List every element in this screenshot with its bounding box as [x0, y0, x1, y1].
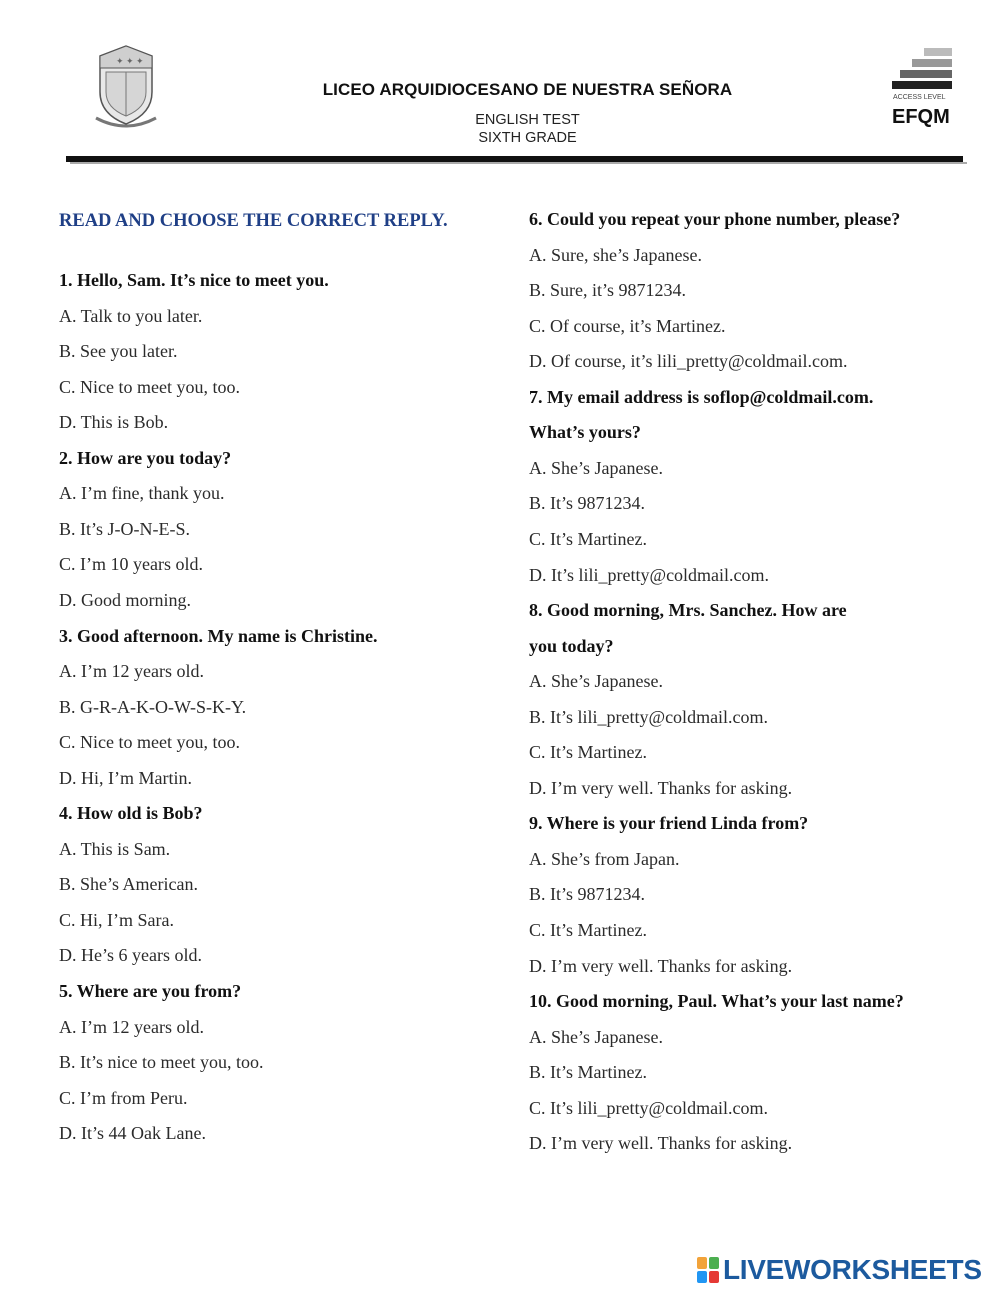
question-text: you today? [529, 635, 614, 656]
question-text: 1. Hello, Sam. It’s nice to meet you. [59, 270, 329, 290]
school-name: LICEO ARQUIDIOCESANO DE NUESTRA SEÑORA [322, 80, 733, 99]
question-text: 4. How old is Bob? [59, 803, 203, 824]
answer-option: A. I’m 12 years old. [59, 661, 204, 682]
answer-option: D. Hi, I’m Martin. [59, 767, 192, 788]
svg-text:✦: ✦ [126, 56, 134, 66]
answer-option: C. Nice to meet you, too. [59, 376, 240, 397]
answer-option: A. She’s Japanese. [529, 1026, 663, 1047]
answer-option: D. Of course, it’s lili_pretty@coldmail.com. [529, 351, 848, 372]
answer-option: D. It’s 44 Oak Lane. [59, 1123, 206, 1144]
answer-option: B. See you later. [59, 341, 178, 362]
test-name: ENGLISH TEST [475, 112, 580, 128]
grade-label: SIXTH GRADE [478, 130, 577, 146]
question-text: 3. Good afternoon. My name is Christine. [59, 625, 378, 646]
question-text: 8. Good morning, Mrs. Sanchez. How are [529, 600, 847, 621]
liveworksheets-logo-icon [697, 1257, 719, 1283]
liveworksheets-footer [697, 1254, 982, 1286]
question-text: 6. Could you repeat your phone number, please? [529, 209, 901, 229]
instruction-heading: READ AND CHOOSE THE CORRECT REPLY. [59, 211, 448, 231]
question-text: 9. Where is your friend Linda from? [529, 813, 809, 834]
answer-option: B. It’s J-O-N-E-S. [59, 518, 190, 539]
answer-option: C. It’s Martinez. [529, 920, 647, 940]
efqm-logo-icon [890, 46, 954, 130]
question-text: What’s yours? [529, 422, 641, 443]
answer-option: A. Sure, she’s Japanese. [529, 244, 702, 265]
liveworksheets-brand: LIVEWORKSHEETS [723, 1254, 982, 1285]
answer-option: C. Of course, it’s Martinez. [529, 315, 726, 336]
answer-option: B. G-R-A-K-O-W-S-K-Y. [59, 696, 247, 717]
efqm-tagline: ACCESS LEVEL [893, 94, 946, 101]
answer-option: A. Talk to you later. [59, 305, 203, 326]
answer-option: A. This is Sam. [59, 838, 171, 859]
page-header [0, 0, 1000, 170]
header-divider-shadow [70, 162, 967, 164]
answer-option: C. Nice to meet you, too. [59, 732, 240, 753]
question-text: 7. My email address is soflop@coldmail.com. [529, 386, 874, 407]
answer-option: D. Good morning. [59, 589, 191, 610]
answer-option: C. It’s lili_pretty@coldmail.com. [529, 1097, 769, 1118]
answer-option: D. This is Bob. [59, 412, 169, 433]
efqm-name: EFQM [892, 106, 950, 128]
answer-option: B. It’s 9871234. [529, 884, 646, 905]
answer-option: C. Hi, I’m Sara. [59, 909, 174, 930]
question-text: 5. Where are you from? [59, 981, 242, 1001]
answer-option: B. It’s nice to meet you, too. [59, 1052, 264, 1073]
school-crest-icon [92, 42, 160, 128]
answer-option: B. It’s Martinez. [529, 1062, 647, 1083]
answer-option: D. He’s 6 years old. [59, 945, 202, 966]
question-text: 10. Good morning, Paul. What’s your last name? [529, 991, 904, 1012]
answer-option: B. Sure, it’s 9871234. [529, 280, 687, 301]
answer-option: A. I’m fine, thank you. [59, 483, 225, 504]
answer-option: A. I’m 12 years old. [59, 1016, 204, 1037]
answer-option: A. She’s Japanese. [529, 671, 663, 692]
answer-option: C. I’m 10 years old. [59, 554, 203, 575]
answer-option: B. She’s American. [59, 874, 198, 895]
answer-option: D. It’s lili_pretty@coldmail.com. [529, 564, 770, 585]
answer-option: B. It’s 9871234. [529, 493, 646, 514]
answer-option: D. I’m very well. Thanks for asking. [529, 955, 793, 976]
question-text: 2. How are you today? [59, 447, 232, 468]
answer-option: A. She’s Japanese. [529, 457, 663, 478]
answer-option: A. She’s from Japan. [529, 848, 680, 869]
svg-text:✦: ✦ [136, 56, 144, 66]
svg-text:✦: ✦ [116, 56, 124, 66]
answer-option: D. I’m very well. Thanks for asking. [529, 1133, 793, 1154]
answer-option: D. I’m very well. Thanks for asking. [529, 777, 793, 798]
answer-option: C. I’m from Peru. [59, 1087, 188, 1108]
answer-option: C. It’s Martinez. [529, 528, 647, 549]
answer-option: C. It’s Martinez. [529, 742, 647, 763]
answer-option: B. It’s lili_pretty@coldmail.com. [529, 706, 769, 727]
